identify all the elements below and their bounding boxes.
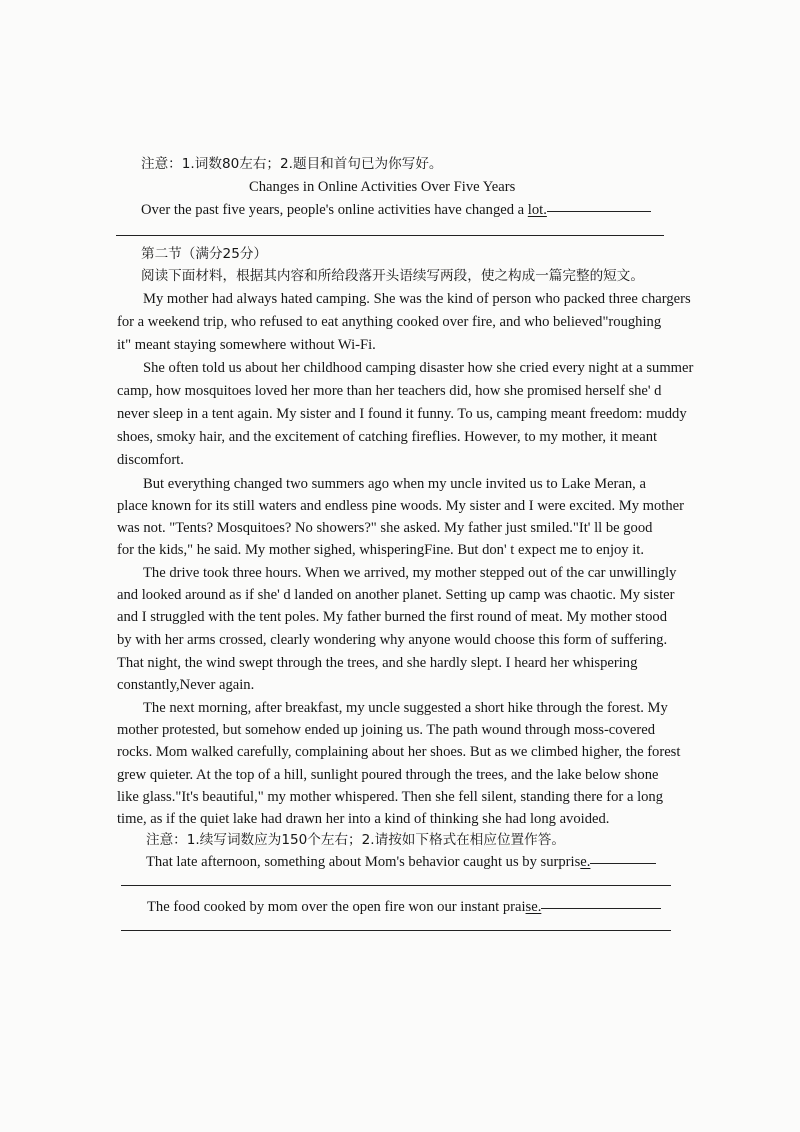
section-instruction: 阅读下面材料，根据其内容和所给段落开头语续写两段，使之构成一篇完整的短文。 (141, 268, 644, 284)
passage-line: But everything changed two summers ago when my uncle invited us to Lake Meran, a (143, 476, 646, 492)
passage-line: time, as if the quiet lake had drawn her into a kind of thinking she had long avoided. (117, 811, 610, 827)
answer-line (121, 885, 671, 886)
section-heading: 第二节（满分25分） (141, 246, 268, 262)
passage-line: for a weekend trip, who refused to eat anything cooked over fire, and who believed"roughing (117, 314, 662, 330)
passage-line: by with her arms crossed, clearly wondering why anyone would choose this form of suffering. (117, 632, 668, 648)
passage-line: My mother had always hated camping. She was the kind of person who packed three chargers (143, 291, 691, 307)
passage-line: like glass."It's beautiful," my mother whispered. Then she fell silent, standing there for a long (117, 789, 664, 805)
passage-line: it" meant staying somewhere without Wi-Fi. (117, 337, 376, 353)
paragraph1-text: That late afternoon, something about Mom's behavior caught us by surpris (146, 854, 581, 870)
passage-line: constantly,Never again. (117, 677, 255, 693)
passage-line: was not. "Tents? Mosquitoes? No showers?" she asked. My father just smiled."It' ll be good (117, 520, 653, 536)
passage-line: That night, the wind swept through the trees, and she hardly slept. I heard her whispering (117, 655, 638, 671)
first-sentence-end: lot. (527, 202, 547, 218)
passage-line: and I struggled with the tent poles. My father burned the first round of meat. My mother stood (117, 609, 667, 625)
answer-line (547, 211, 651, 212)
answer-line (541, 908, 661, 909)
essay-title: Changes in Online Activities Over Five Years (249, 179, 516, 195)
passage-line: discomfort. (117, 452, 184, 468)
passage-line: rocks. Mom walked carefully, complaining about her shoes. But as we climbed higher, the forest (117, 744, 681, 760)
paragraph1-opening (146, 853, 656, 871)
paragraph2-end: se. (525, 899, 542, 915)
passage-line: never sleep in a tent again. My sister and I found it funny. To us, camping meant freedom: muddy (117, 406, 687, 422)
writing-note: 注意：1.词数80左右；2.题目和首句已为你写好。 (141, 156, 443, 172)
passage-line: for the kids," he said. My mother sighed, whisperingFine. But don' t expect me to enjoy it. (117, 542, 644, 558)
passage-line: camp, how mosquitoes loved her more than her teachers did, how she promised herself she' d (117, 383, 662, 399)
passage-line: grew quieter. At the top of a hill, sunlight poured through the trees, and the lake below shone (117, 767, 659, 783)
passage-line: and looked around as if she' d landed on another planet. Setting up camp was chaotic. My sister (117, 587, 675, 603)
first-sentence (141, 201, 651, 219)
first-sentence-text: Over the past five years, people's online activities have changed a (141, 202, 528, 218)
paragraph2-text: The food cooked by mom over the open fire won our instant prai (147, 899, 526, 915)
answer-line (590, 863, 656, 864)
passage-line: place known for its still waters and endless pine woods. My sister and I were excited. My mother (117, 498, 684, 514)
answer-line (116, 235, 664, 236)
passage-line: shoes, smoky hair, and the excitement of catching fireflies. However, to my mother, it meant (117, 429, 658, 445)
paragraph1-end: e. (580, 854, 591, 870)
continuation-note: 注意：1.续写词数应为150个左右；2.请按如下格式在相应位置作答。 (146, 832, 565, 848)
passage-line: The drive took three hours. When we arrived, my mother stepped out of the car unwillingly (143, 565, 677, 581)
answer-line (121, 930, 671, 931)
passage-line: mother protested, but somehow ended up joining us. The path wound through moss-covered (117, 722, 655, 738)
paragraph2-opening (147, 898, 661, 916)
passage-line: The next morning, after breakfast, my uncle suggested a short hike through the forest. My (143, 700, 668, 716)
passage-line: She often told us about her childhood camping disaster how she cried every night at a summer (143, 360, 694, 376)
